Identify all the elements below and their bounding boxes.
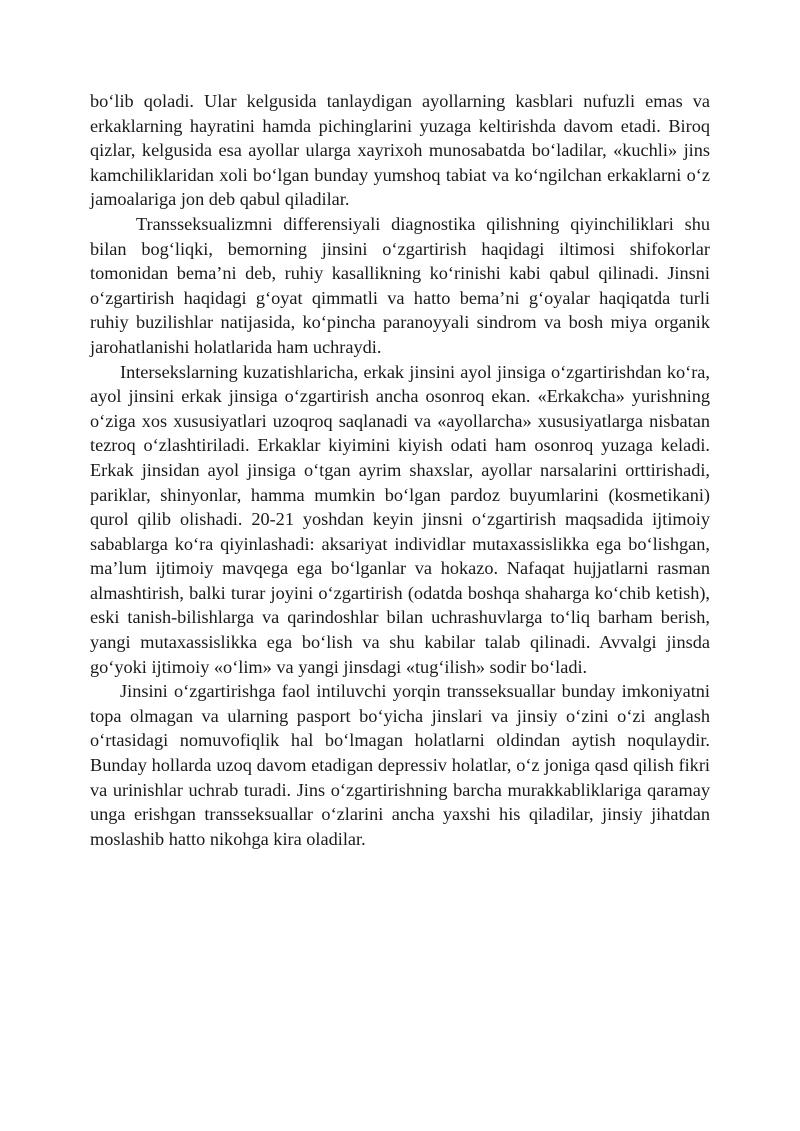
paragraph: Jinsini o‘zgartirishga faol intiluvchi yorqin transseksuallar bunday imkoniyatni topa olmagan va ularning pasport bo‘yicha jinslari va jinsiy o‘zini o‘zi anglash o‘rtasidagi nomuvofiqlik hal bo‘lmagan holatlarni oldindan aytish noqulaydir. Bunday hollarda uzoq davom etadigan depressiv holatlar, o‘z joniga qasd qilish fikri va urinishlar uchrab turadi. Jins o‘zgartirishning barcha murakkabliklariga qaramay unga erishgan transseksuallar o‘zlarini ancha yaxshi his qiladilar, jinsiy jihatdan moslashib hatto nikohga kira oladilar. (90, 681, 710, 849)
body-text (90, 89, 710, 851)
paragraph-continued: bo‘lib qoladi. Ular kelgusida tanlaydigan ayollarning kasblari nufuzli emas va erkaklarning hayratini hamda pichinglarini yuzaga keltirishda davom etadi. Biroq qizlar, kelgusida esa ayollar ularga xayrixoh munosabatda bo‘ladilar, «kuchli» jins kamchiliklaridan xoli bo‘lgan bunday yumshoq tabiat va ko‘ngilchan erkaklarni o‘z jamoalariga jon deb qabul qiladilar. (90, 91, 710, 210)
paragraph: Intersekslarning kuzatishlaricha, erkak jinsini ayol jinsiga o‘zgartirishdan ko‘ra, ayol jinsini erkak jinsiga o‘zgartirish ancha osonroq ekan. «Erkakcha» yurishning o‘ziga xos xususiyatlari uzoqroq saqlanadi va «ayollarcha» xususiyatlarga nisbatan tezroq o‘zlashtiriladi. Erkaklar kiyimini kiyish odati ham osonroq yuzaga keladi. Erkak jinsidan ayol jinsiga o‘tgan ayrim shaxslar, ayollar narsalarini orttirishadi, pariklar, shinyonlar, hamma mumkin bo‘lgan pardoz buyumlarini (kosmetikani) qurol qilib olishadi. 20-21 yoshdan keyin jinsni o‘zgartirish maqsadida ijtimoiy sabablarga ko‘ra qiyinlashadi: aksariyat individlar mutaxassislikka ega bo‘lishgan, ma’lum ijtimoiy mavqega ega bo‘lganlar va hokazo. Nafaqat hujjatlarni rasman almashtirish, balki turar joyini o‘zgartirish (odatda boshqa shaharga ko‘chib ketish), eski tanish-bilishlarga va qarindoshlar bilan uchrashuvlarga to‘liq barham berish, yangi mutaxassislikka ega bo‘lish va shu kabilar talab qilinadi. Avvalgi jinsda go‘yoki ijtimoiy «o‘lim» va yangi jinsdagi «tug‘ilish» sodir bo‘ladi. (90, 361, 710, 677)
paragraph: Transseksualizmni differensiyali diagnostika qilishning qiyinchiliklari shu bilan bog‘liqki, bemorning jinsini o‘zgartirish haqidagi iltimosi shifokorlar tomonidan bema’ni deb, ruhiy kasallikning ko‘rinishi kabi qabul qilinadi. Jinsni o‘zgartirish haqidagi g‘oyat qimmatli va hatto bema’ni g‘oyalar haqiqatda turli ruhiy buzilishlar natijasida, ko‘pincha paranoyyali sindrom va bosh miya organik jarohatlanishi holatlarida ham uchraydi. (90, 213, 710, 357)
